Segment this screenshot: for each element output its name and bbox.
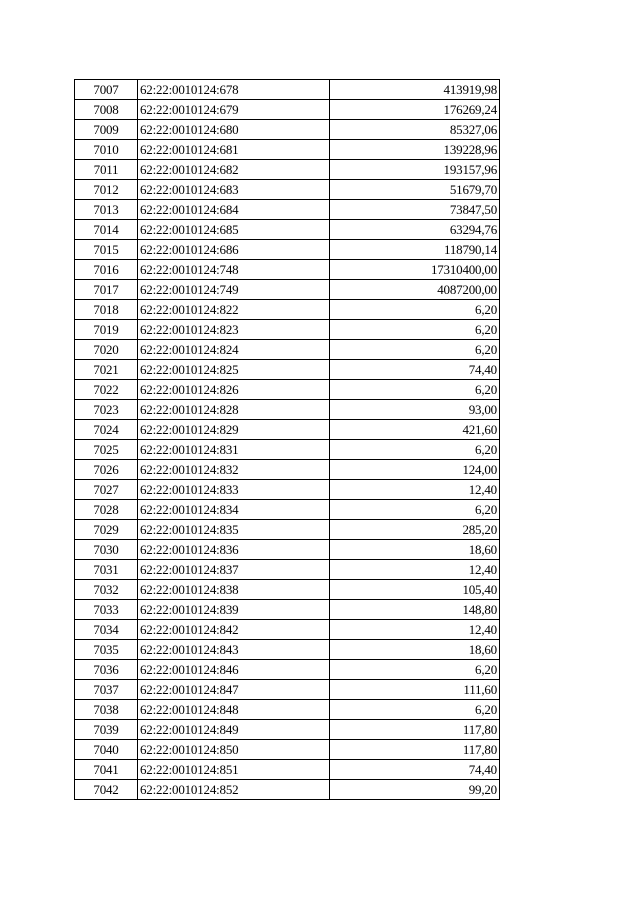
row-number-cell: 7023 <box>75 400 138 420</box>
row-number-cell: 7008 <box>75 100 138 120</box>
cadastral-value-table <box>74 79 500 800</box>
value-cell: 74,40 <box>330 360 500 380</box>
row-number-cell: 7018 <box>75 300 138 320</box>
cadastral-number-cell: 62:22:0010124:749 <box>138 280 330 300</box>
value-cell: 99,20 <box>330 780 500 800</box>
value-cell: 413919,98 <box>330 80 500 100</box>
value-cell: 63294,76 <box>330 220 500 240</box>
cadastral-number-cell: 62:22:0010124:825 <box>138 360 330 380</box>
table-row <box>75 560 500 580</box>
row-number-cell: 7010 <box>75 140 138 160</box>
row-number-cell: 7015 <box>75 240 138 260</box>
cadastral-number-cell: 62:22:0010124:680 <box>138 120 330 140</box>
value-cell: 193157,96 <box>330 160 500 180</box>
row-number-cell: 7036 <box>75 660 138 680</box>
row-number-cell: 7019 <box>75 320 138 340</box>
row-number-cell: 7038 <box>75 700 138 720</box>
table-row <box>75 140 500 160</box>
value-cell: 139228,96 <box>330 140 500 160</box>
table-row <box>75 500 500 520</box>
row-number-cell: 7022 <box>75 380 138 400</box>
value-cell: 6,20 <box>330 340 500 360</box>
table-row <box>75 620 500 640</box>
table-row <box>75 480 500 500</box>
table-row <box>75 660 500 680</box>
row-number-cell: 7025 <box>75 440 138 460</box>
cadastral-number-cell: 62:22:0010124:836 <box>138 540 330 560</box>
value-cell: 6,20 <box>330 660 500 680</box>
table-row <box>75 580 500 600</box>
row-number-cell: 7041 <box>75 760 138 780</box>
value-cell: 74,40 <box>330 760 500 780</box>
cadastral-number-cell: 62:22:0010124:838 <box>138 580 330 600</box>
cadastral-number-cell: 62:22:0010124:683 <box>138 180 330 200</box>
row-number-cell: 7012 <box>75 180 138 200</box>
cadastral-number-cell: 62:22:0010124:851 <box>138 760 330 780</box>
row-number-cell: 7031 <box>75 560 138 580</box>
row-number-cell: 7029 <box>75 520 138 540</box>
cadastral-number-cell: 62:22:0010124:679 <box>138 100 330 120</box>
cadastral-number-cell: 62:22:0010124:682 <box>138 160 330 180</box>
value-cell: 73847,50 <box>330 200 500 220</box>
value-cell: 51679,70 <box>330 180 500 200</box>
table-row <box>75 320 500 340</box>
cadastral-number-cell: 62:22:0010124:847 <box>138 680 330 700</box>
value-cell: 6,20 <box>330 500 500 520</box>
row-number-cell: 7028 <box>75 500 138 520</box>
table-row <box>75 680 500 700</box>
table-row <box>75 240 500 260</box>
value-cell: 118790,14 <box>330 240 500 260</box>
cadastral-number-cell: 62:22:0010124:850 <box>138 740 330 760</box>
table-row <box>75 540 500 560</box>
table-row <box>75 260 500 280</box>
table-row <box>75 340 500 360</box>
row-number-cell: 7017 <box>75 280 138 300</box>
table-row <box>75 740 500 760</box>
value-cell: 6,20 <box>330 300 500 320</box>
row-number-cell: 7027 <box>75 480 138 500</box>
cadastral-number-cell: 62:22:0010124:684 <box>138 200 330 220</box>
row-number-cell: 7034 <box>75 620 138 640</box>
table-row <box>75 280 500 300</box>
value-cell: 6,20 <box>330 380 500 400</box>
table-row <box>75 80 500 100</box>
value-cell: 18,60 <box>330 640 500 660</box>
value-cell: 148,80 <box>330 600 500 620</box>
table-row <box>75 200 500 220</box>
value-cell: 12,40 <box>330 560 500 580</box>
cadastral-number-cell: 62:22:0010124:832 <box>138 460 330 480</box>
table-row <box>75 720 500 740</box>
row-number-cell: 7033 <box>75 600 138 620</box>
cadastral-number-cell: 62:22:0010124:824 <box>138 340 330 360</box>
value-cell: 421,60 <box>330 420 500 440</box>
value-cell: 176269,24 <box>330 100 500 120</box>
table-row <box>75 760 500 780</box>
table-row <box>75 400 500 420</box>
row-number-cell: 7016 <box>75 260 138 280</box>
cadastral-number-cell: 62:22:0010124:839 <box>138 600 330 620</box>
value-cell: 6,20 <box>330 700 500 720</box>
table-row <box>75 700 500 720</box>
value-cell: 12,40 <box>330 480 500 500</box>
cadastral-number-cell: 62:22:0010124:685 <box>138 220 330 240</box>
table-row <box>75 180 500 200</box>
table-row <box>75 440 500 460</box>
row-number-cell: 7039 <box>75 720 138 740</box>
row-number-cell: 7024 <box>75 420 138 440</box>
row-number-cell: 7014 <box>75 220 138 240</box>
row-number-cell: 7013 <box>75 200 138 220</box>
value-cell: 117,80 <box>330 740 500 760</box>
row-number-cell: 7007 <box>75 80 138 100</box>
value-cell: 93,00 <box>330 400 500 420</box>
row-number-cell: 7026 <box>75 460 138 480</box>
cadastral-number-cell: 62:22:0010124:849 <box>138 720 330 740</box>
value-cell: 17310400,00 <box>330 260 500 280</box>
row-number-cell: 7021 <box>75 360 138 380</box>
value-cell: 12,40 <box>330 620 500 640</box>
table-row <box>75 640 500 660</box>
table-row <box>75 420 500 440</box>
value-cell: 18,60 <box>330 540 500 560</box>
value-cell: 111,60 <box>330 680 500 700</box>
cadastral-number-cell: 62:22:0010124:842 <box>138 620 330 640</box>
row-number-cell: 7011 <box>75 160 138 180</box>
cadastral-number-cell: 62:22:0010124:686 <box>138 240 330 260</box>
table-row <box>75 780 500 800</box>
cadastral-number-cell: 62:22:0010124:681 <box>138 140 330 160</box>
value-cell: 6,20 <box>330 320 500 340</box>
cadastral-number-cell: 62:22:0010124:837 <box>138 560 330 580</box>
cadastral-number-cell: 62:22:0010124:834 <box>138 500 330 520</box>
row-number-cell: 7020 <box>75 340 138 360</box>
table-row <box>75 600 500 620</box>
table-row <box>75 520 500 540</box>
value-cell: 105,40 <box>330 580 500 600</box>
value-cell: 4087200,00 <box>330 280 500 300</box>
value-cell: 117,80 <box>330 720 500 740</box>
table-row <box>75 380 500 400</box>
cadastral-number-cell: 62:22:0010124:829 <box>138 420 330 440</box>
row-number-cell: 7009 <box>75 120 138 140</box>
cadastral-number-cell: 62:22:0010124:678 <box>138 80 330 100</box>
cadastral-number-cell: 62:22:0010124:848 <box>138 700 330 720</box>
value-cell: 85327,06 <box>330 120 500 140</box>
cadastral-number-cell: 62:22:0010124:833 <box>138 480 330 500</box>
value-cell: 6,20 <box>330 440 500 460</box>
table-row <box>75 160 500 180</box>
row-number-cell: 7032 <box>75 580 138 600</box>
table-row <box>75 300 500 320</box>
cadastral-number-cell: 62:22:0010124:748 <box>138 260 330 280</box>
cadastral-number-cell: 62:22:0010124:823 <box>138 320 330 340</box>
value-cell: 285,20 <box>330 520 500 540</box>
cadastral-number-cell: 62:22:0010124:843 <box>138 640 330 660</box>
row-number-cell: 7030 <box>75 540 138 560</box>
table-row <box>75 220 500 240</box>
row-number-cell: 7042 <box>75 780 138 800</box>
row-number-cell: 7040 <box>75 740 138 760</box>
cadastral-number-cell: 62:22:0010124:828 <box>138 400 330 420</box>
table-row <box>75 100 500 120</box>
table-body <box>75 80 500 800</box>
row-number-cell: 7037 <box>75 680 138 700</box>
table-row <box>75 360 500 380</box>
cadastral-number-cell: 62:22:0010124:835 <box>138 520 330 540</box>
table-row <box>75 120 500 140</box>
table-row <box>75 460 500 480</box>
row-number-cell: 7035 <box>75 640 138 660</box>
cadastral-number-cell: 62:22:0010124:852 <box>138 780 330 800</box>
cadastral-number-cell: 62:22:0010124:831 <box>138 440 330 460</box>
cadastral-number-cell: 62:22:0010124:822 <box>138 300 330 320</box>
value-cell: 124,00 <box>330 460 500 480</box>
cadastral-number-cell: 62:22:0010124:826 <box>138 380 330 400</box>
cadastral-number-cell: 62:22:0010124:846 <box>138 660 330 680</box>
